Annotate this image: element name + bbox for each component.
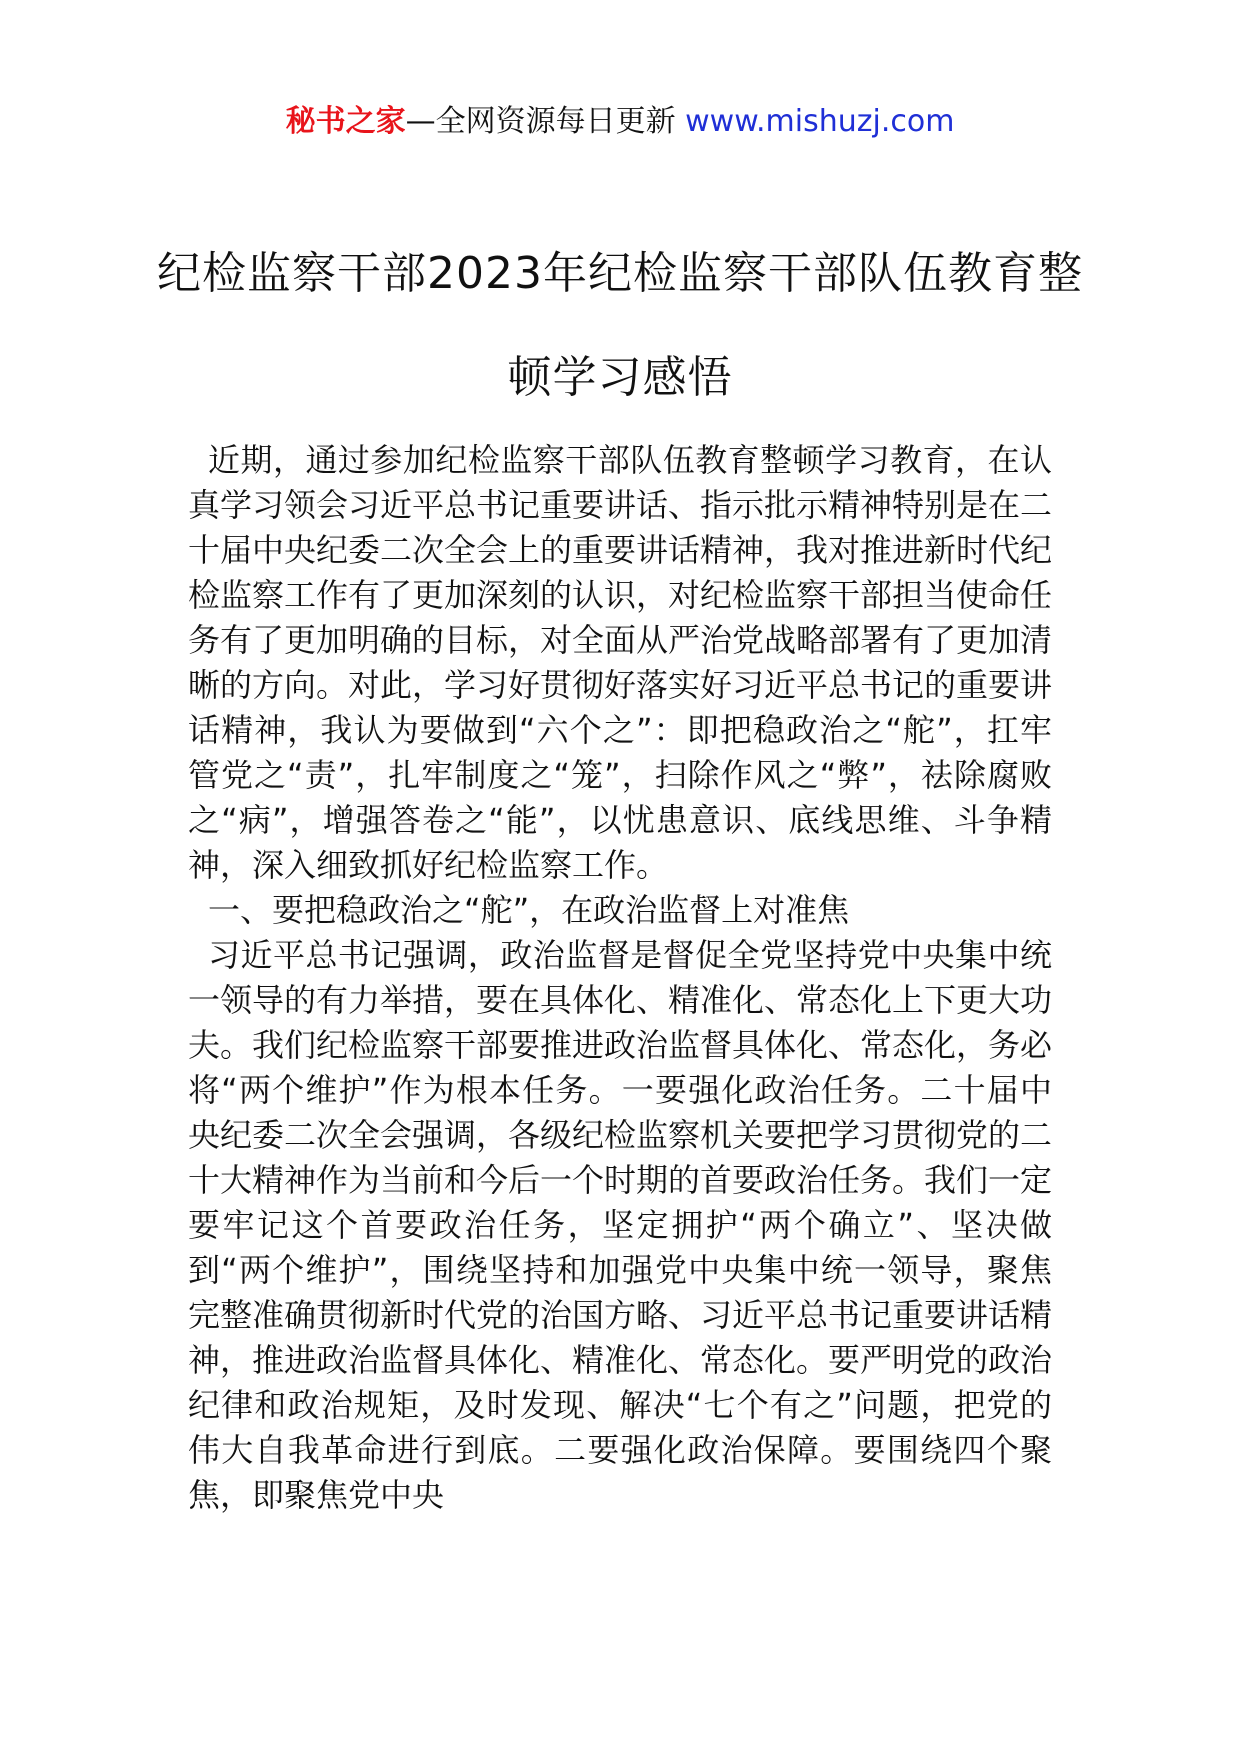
body-paragraph: 近期，通过参加纪检监察干部队伍教育整顿学习教育，在认真学习领会习近平总书记重要讲话、指示批示精神特别是在二十届中央纪委二次全会上的重要讲话精神，我对推进新时代纪检监察工作有了更加深刻的认识，对纪检监察干部担当使命任务有了更加明确的目标，对全面从严治党战略部署有了更加清晰的方向。对此，学习好贯彻好落实好习近平总书记的重要讲话精神，我认为要做到“六个之”：即把稳政治之“舵”，扛牢管党之“责”，扎牢制度之“笼”，扫除作风之“弊”，祛除腐败之“病”，增强答卷之“能”，以忧患意识、底线思维、斗争精神，深入细致抓好纪检监察工作。: [188, 441, 1053, 884]
document-title: 纪检监察干部2023年纪检监察干部队伍教育整顿学习感悟: [157, 248, 1083, 403]
site-tagline: —全网资源每日更新: [405, 104, 676, 139]
document-body: [188, 438, 1052, 1518]
site-url-link[interactable]: www.mishuzj.com: [685, 104, 955, 139]
section-heading: 一、要把稳政治之“舵”，在政治监督上对准焦: [208, 891, 850, 929]
site-name: 秘书之家: [285, 104, 406, 139]
body-paragraph: 习近平总书记强调，政治监督是督促全党坚持党中央集中统一领导的有力举措，要在具体化、精准化、常态化上下更大功夫。我们纪检监察干部要推进政治监督具体化、常态化，务必将“两个维护”作为根本任务。一要强化政治任务。二十届中央纪委二次全会强调，各级纪检监察机关要把学习贯彻党的二十大精神作为当前和今后一个时期的首要政治任务。我们一定要牢记这个首要政治任务，坚定拥护“两个确立”、坚决做到“两个维护”，围绕坚持和加强党中央集中统一领导，聚焦完整准确贯彻新时代党的治国方略、习近平总书记重要讲话精神，推进政治监督具体化、精准化、常态化。要严明党的政治纪律和政治规矩，及时发现、解决“七个有之”问题，把党的伟大自我革命进行到底。二要强化政治保障。要围绕四个聚焦，即聚焦党中央: [188, 936, 1053, 1514]
page-header: [0, 102, 1240, 142]
